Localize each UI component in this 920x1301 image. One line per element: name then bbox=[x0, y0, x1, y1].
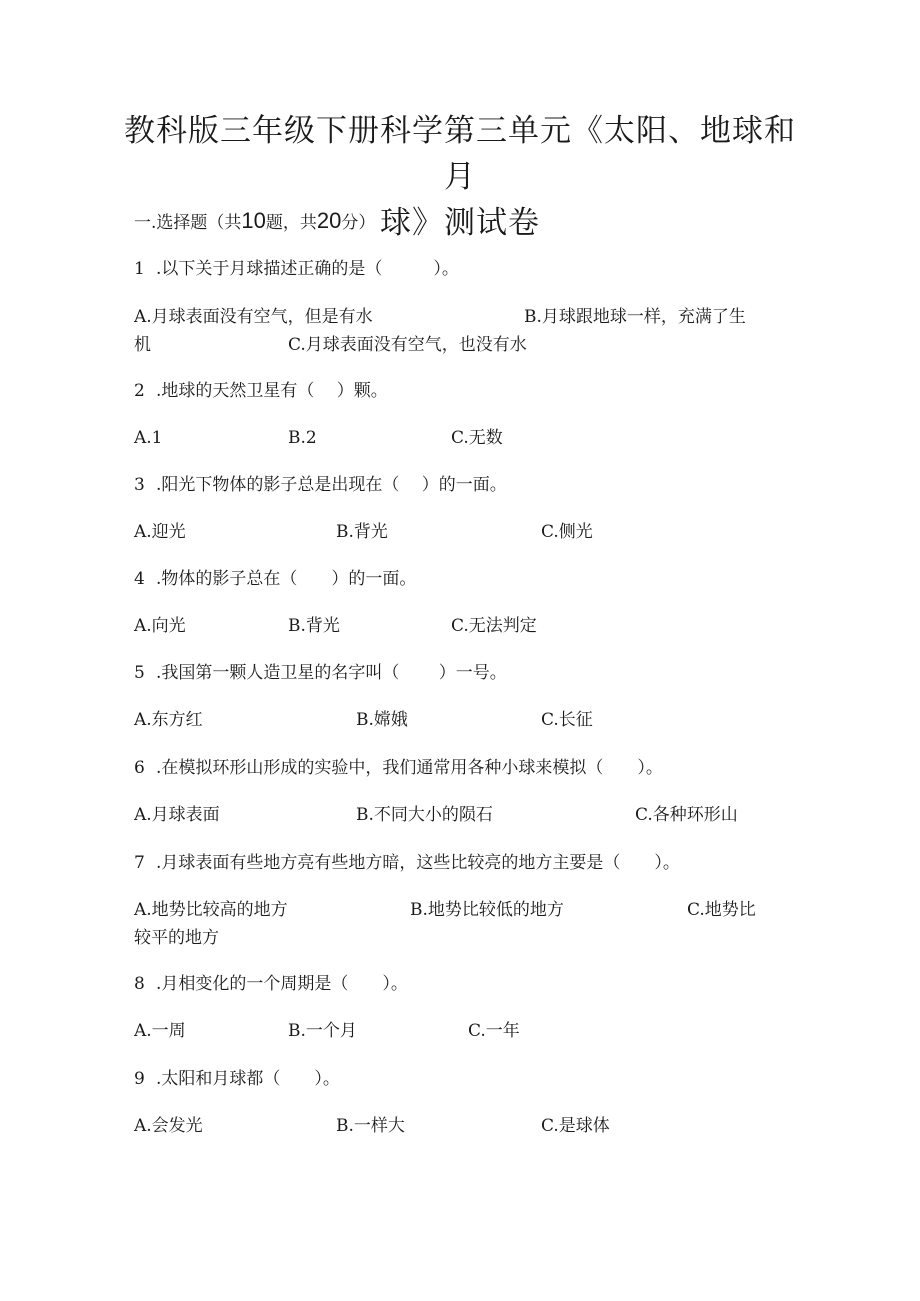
option-c[interactable]: C.是球体 bbox=[541, 1116, 610, 1136]
question-text: .月球表面有些地方亮有些地方暗，这些比较亮的地方主要是（ ）。 bbox=[156, 853, 680, 873]
option-b[interactable]: B.地势比较低的地方 bbox=[410, 900, 564, 920]
title-line-2: 球》测试卷 bbox=[380, 205, 540, 241]
option-a[interactable]: A.月球表面 bbox=[134, 805, 220, 825]
option-a[interactable]: A.向光 bbox=[134, 616, 186, 636]
question-text: .我国第一颗人造卫星的名字叫（ ）一号。 bbox=[156, 663, 507, 683]
question-number: 3 bbox=[134, 475, 145, 495]
question-text: .月相变化的一个周期是（ ）。 bbox=[156, 974, 408, 994]
question-number: 5 bbox=[134, 663, 145, 683]
question-6-options bbox=[134, 802, 774, 828]
option-c[interactable]: C.无数 bbox=[451, 428, 503, 448]
option-b-continued: 机 bbox=[134, 335, 151, 355]
option-b[interactable]: B.一个月 bbox=[288, 1021, 357, 1041]
section-prefix: 一.选择题（共 bbox=[134, 213, 242, 233]
question-number: 6 bbox=[134, 758, 145, 778]
question-number: 4 bbox=[134, 569, 145, 589]
option-a[interactable]: A.地势比较高的地方 bbox=[134, 900, 288, 920]
question-2-options bbox=[134, 425, 774, 451]
question-9-options bbox=[134, 1113, 774, 1139]
option-b[interactable]: B.2 bbox=[288, 428, 317, 448]
option-c[interactable]: C.无法判定 bbox=[451, 616, 537, 636]
question-number: 2 bbox=[134, 381, 145, 401]
question-1-options bbox=[134, 303, 774, 359]
section-count: 10 bbox=[241, 208, 266, 233]
question-4 bbox=[134, 566, 416, 592]
option-b[interactable]: B.不同大小的陨石 bbox=[356, 805, 493, 825]
option-b[interactable]: B.背光 bbox=[288, 616, 340, 636]
question-2 bbox=[134, 378, 388, 404]
option-a[interactable]: A.东方红 bbox=[134, 710, 203, 730]
option-a[interactable]: A.迎光 bbox=[134, 522, 186, 542]
question-text: .地球的天然卫星有（ ）颗。 bbox=[156, 381, 388, 401]
question-number: 1 bbox=[134, 259, 145, 279]
section-suffix: 分） bbox=[341, 213, 376, 233]
question-text: .以下关于月球描述正确的是（ ）。 bbox=[156, 259, 459, 279]
section-points: 20 bbox=[316, 208, 342, 233]
title-line-1: 教科版三年级下册科学第三单元《太阳、地球和月 bbox=[124, 113, 796, 195]
option-c[interactable]: C.一年 bbox=[468, 1021, 520, 1041]
question-text: .物体的影子总在（ ）的一面。 bbox=[156, 569, 417, 589]
option-b[interactable]: B.背光 bbox=[336, 522, 388, 542]
option-a[interactable]: A.会发光 bbox=[134, 1116, 203, 1136]
question-3-options bbox=[134, 519, 774, 545]
question-number: 9 bbox=[134, 1069, 145, 1089]
option-b[interactable]: B.一样大 bbox=[336, 1116, 405, 1136]
option-c[interactable]: C.地势比 bbox=[687, 900, 756, 920]
question-text: .太阳和月球都（ ）。 bbox=[156, 1069, 340, 1089]
question-6 bbox=[134, 755, 663, 781]
question-3 bbox=[134, 472, 507, 498]
question-8 bbox=[134, 971, 408, 997]
question-text: .阳光下物体的影子总是出现在（ ）的一面。 bbox=[156, 475, 507, 495]
option-b[interactable]: B.嫦娥 bbox=[356, 710, 408, 730]
option-c[interactable]: C.月球表面没有空气，也没有水 bbox=[288, 335, 527, 355]
option-a[interactable]: A.一周 bbox=[134, 1021, 186, 1041]
section-heading bbox=[134, 208, 375, 236]
question-8-options bbox=[134, 1018, 774, 1044]
question-4-options bbox=[134, 613, 774, 639]
question-text: .在模拟环形山形成的实验中，我们通常用各种小球来模拟（ ）。 bbox=[156, 758, 663, 778]
option-a[interactable]: A.1 bbox=[134, 428, 163, 448]
question-5 bbox=[134, 660, 507, 686]
option-c[interactable]: C.侧光 bbox=[541, 522, 593, 542]
question-7 bbox=[134, 850, 680, 876]
question-1 bbox=[134, 256, 459, 282]
section-mid: 题，共 bbox=[265, 213, 317, 233]
question-9 bbox=[134, 1066, 340, 1092]
option-c[interactable]: C.各种环形山 bbox=[635, 805, 738, 825]
question-7-options bbox=[134, 896, 774, 952]
option-b[interactable]: B.月球跟地球一样，充满了生 bbox=[524, 307, 746, 327]
option-c-continued: 较平的地方 bbox=[134, 928, 219, 948]
question-number: 7 bbox=[134, 853, 145, 873]
question-number: 8 bbox=[134, 974, 145, 994]
option-a[interactable]: A.月球表面没有空气，但是有水 bbox=[134, 307, 373, 327]
question-5-options bbox=[134, 707, 774, 733]
option-c[interactable]: C.长征 bbox=[541, 710, 593, 730]
